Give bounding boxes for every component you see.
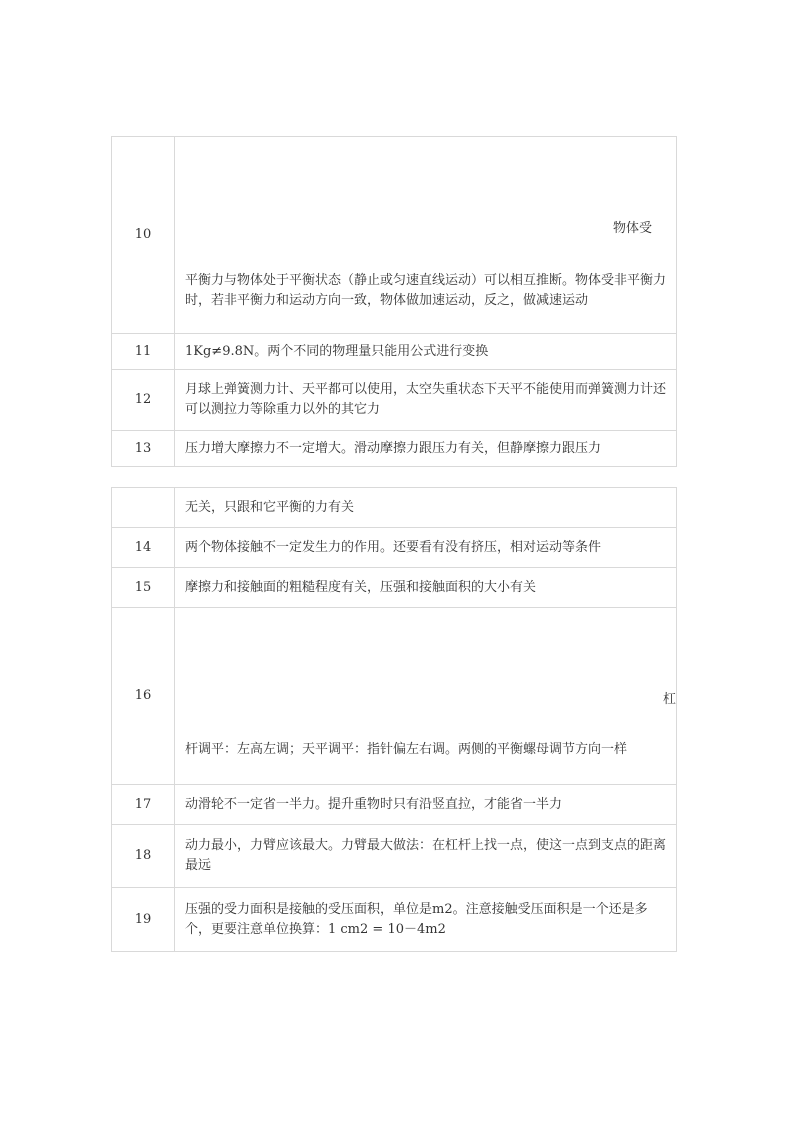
row-text: 月球上弹簧测力计、天平都可以使用，太空失重状态下天平不能使用而弹簧测力计还可以测拉力等除重力以外的其它力 <box>175 370 677 431</box>
row-text: 压强的受力面积是接触的受压面积，单位是m2。注意接触受压面积是一个还是多个，更要注意单位换算：1 cm2 = 10－4m2 <box>175 888 677 952</box>
row-text: 无关，只跟和它平衡的力有关 <box>175 488 677 528</box>
table-row <box>112 137 677 334</box>
row-text: 压力增大摩擦力不一定增大。滑动摩擦力跟压力有关，但静摩擦力跟压力 <box>175 431 677 467</box>
row-number: 15 <box>112 568 175 608</box>
rules-table-page-part-2 <box>111 487 677 952</box>
row-number: 10 <box>112 137 175 334</box>
row-text: 1Kg≠9.8N。两个不同的物理量只能用公式进行变换 <box>175 334 677 370</box>
row-number: 16 <box>112 608 175 785</box>
row-number: 18 <box>112 825 175 888</box>
row-text-lead: 物体受 <box>612 221 652 236</box>
row-text-body: 杆调平：左高左调；天平调平：指针偏左右调。两侧的平衡螺母调节方向一样 <box>185 742 628 757</box>
row-text: 动滑轮不一定省一半力。提升重物时只有沿竖直拉，才能省一半力 <box>175 785 677 825</box>
table-row <box>112 528 677 568</box>
row-text: 摩擦力和接触面的粗糙程度有关，压强和接触面积的大小有关 <box>175 568 677 608</box>
table-row <box>112 785 677 825</box>
table-row <box>112 334 677 370</box>
row-text <box>175 608 677 785</box>
row-text: 动力最小，力臂应该最大。力臂最大做法：在杠杆上找一点，使这一点到支点的距离最远 <box>175 825 677 888</box>
row-number: 11 <box>112 334 175 370</box>
row-number: 14 <box>112 528 175 568</box>
row-number: 13 <box>112 431 175 467</box>
row-number: 12 <box>112 370 175 431</box>
table-row <box>112 431 677 467</box>
row-number: 19 <box>112 888 175 952</box>
table-row <box>112 825 677 888</box>
row-number: 17 <box>112 785 175 825</box>
table-row <box>112 488 677 528</box>
row-text <box>175 137 677 334</box>
row-number <box>112 488 175 528</box>
row-text-body: 平衡力与物体处于平衡状态（静止或匀速直线运动）可以相互推断。物体受非平衡力时，若非平衡力和运动方向一致，物体做加速运动，反之，做减速运动 <box>185 273 667 308</box>
row-text-lead: 杠 <box>662 692 676 707</box>
table-row <box>112 888 677 952</box>
rules-table-page-part-1 <box>111 136 677 467</box>
row-text: 两个物体接触不一定发生力的作用。还要看有没有挤压，相对运动等条件 <box>175 528 677 568</box>
table-row <box>112 568 677 608</box>
table-row <box>112 370 677 431</box>
table-row <box>112 608 677 785</box>
